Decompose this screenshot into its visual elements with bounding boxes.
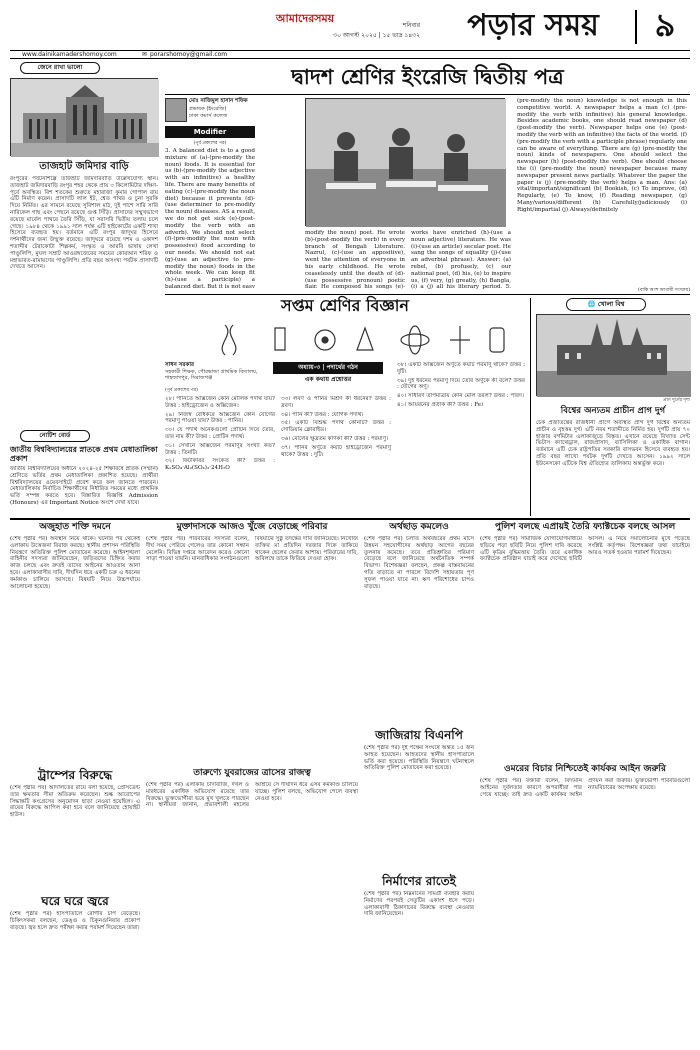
science-author-name: সাধন সরকার bbox=[165, 362, 195, 368]
news-body: (শেষ পৃষ্ঠার পর) চলতি অর্থবছরের প্রথম মাসে উন্নয়ন সহযোগীদের অর্থছাড় আগের বছরের তুলনায় কমেছে। তবে প্রতিশ্রুতির পরিমাণ বেড়েছে বলে জানিয়েছে অর্থনৈতিক সম্পর্ক বিভাগ। বিশেষজ্ঞরা বলছেন, প্রকল্প বাস্তবায়নের গতি বাড়াতে না পারলে বিদেশি সহায়তার পূর্ণ সুফল পাওয়া যাবে না। ঋণ পরিশোধের চাপও বাড়ছে। bbox=[364, 536, 474, 590]
science-world-divider bbox=[530, 298, 531, 516]
news-item bbox=[146, 768, 358, 1042]
science-qa-col-2 bbox=[281, 396, 391, 514]
news-title: পুলিশ বলছে এপ্রায়ই তৈরি ফ্যাক্টচেক বলছে আসল bbox=[494, 522, 676, 532]
world-body: চেক প্রজাতন্ত্রের রাজধানী প্রাগে অবস্থিত প্রাগ দুর্গ বিশ্বের অন্যতম প্রাচীন ও বৃহত্তম দুর্গ। এটি নবম শতাব্দীতে নির্মিত হয়। দুর্গটি প্রায় ৭০ হাজার বর্গমিটার এলাকাজুড়ে বিস্তৃত। এখানে রয়েছে বিখ্যাত সেন্ট ভিটাস ক্যাথেড্রাল, রাজপ্রাসাদ, ব্যাসিলিকা ও একাধিক বাগান। বর্তমানে এটি চেক রাষ্ট্রপতির সরকারি বাসভবন হিসেবে ব্যবহৃত হয়। প্রতি বছর লাখো পর্যটক দুর্গটি দেখতে আসেন। ১৯৯২ সালে ইউনেসকো এটিকে বিশ্ব ঐতিহ্যের তালিকায় অন্তর্ভুক্ত করে। bbox=[536, 420, 690, 467]
know-title: তাজহাট জমিদার বাড়ি bbox=[39, 161, 129, 172]
author-photo bbox=[165, 98, 187, 122]
english-prev-note: (পূর্ব প্রকাশের পর) bbox=[193, 141, 227, 146]
masthead-date: ৩০ আগস্ট ২০২৫ | ১৫ ভাদ্র ১৪৩২ bbox=[333, 32, 420, 39]
know-tag: জেনে রাখা ভালো bbox=[20, 62, 100, 74]
qa-item: ৩৩। লবণ ও পানির মিশ্রণ কী ধরনের? উত্তর : দ্রবণ। bbox=[281, 396, 391, 409]
science-section bbox=[165, 296, 525, 516]
masthead-divider bbox=[635, 10, 637, 44]
modifier-tag: Modifier bbox=[165, 126, 255, 138]
know-body: রংপুরের পর্যটনশিল্পে তাজহাট জমিদারবাড়ি উল্লেখযোগ্য স্থান। তাজহাট জমিদারবাড়ি রংপুর শহর থেকে প্রায় ৩ কিলোমিটার দক্ষিণ-পূর্বে অবস্থিত। বিশ শতকের শুরুতে মহারাজা কুমার গোপাল রায় এটি নির্মাণ করেন। প্রাসাদটি লাল ইট, শ্বেত পাথর ও চুনা সুরকি দিয়ে নির্মিত। এর সামনে রয়েছে সুবিশাল মাঠ, দুই পাশে সারি সারি নারিকেল গাছ এবং পেছনে রয়েছে গুপ্ত সিঁড়ি। প্রাসাদের সম্মুখভাগে রয়েছে মার্বেল পাথরে তৈরি সিঁড়ি, যা সরাসরি দ্বিতীয় তলায় চলে গেছে। ১৯৮৪ থেকে ১৯৯১ সাল পর্যন্ত এটি হাইকোর্টের একটি শাখা হিসেবে ব্যবহৃত হয়। বর্তমানে এটি রংপুর জাদুঘর হিসেবে দর্শনার্থীদের জন্য উন্মুক্ত রয়েছে। জাদুঘরে রয়েছে দশম ও একাদশ শতাব্দীর টেরাকোটা শিল্পকর্ম, সংস্কৃত ও আরবি ভাষায় লেখা পাণ্ডুলিপি, মুঘল সম্রাট আওরঙ্গজেবের সময়ের কোরআন শরিফ ও মহাভারত-রামায়ণের পাণ্ডুলিপি। প্রতি বছর অসংখ্য পর্যটক প্রাসাদটি দেখতে আসেন। bbox=[10, 176, 158, 271]
news-item bbox=[146, 522, 358, 762]
world-title: বিশ্বের অন্যতম প্রাচীন প্রাগ দুর্গ bbox=[560, 406, 666, 416]
author-role: প্রভাষক (ইংরেজি) bbox=[189, 106, 227, 112]
section-rule-top bbox=[165, 294, 690, 295]
news-title: মুক্তাদাসকে আজও খুঁজে বেড়াচ্ছে পরিবার bbox=[176, 522, 328, 532]
qa-item: ২৯। নিজস্ব বোধকরে অক্সিজেন কোন যৌগের পরমাণু পাওয়া যায়? উত্তর : পানির। bbox=[165, 411, 275, 425]
section-title: পড়ার সময় bbox=[467, 8, 599, 43]
prague-castle-photo bbox=[536, 314, 690, 396]
news-item bbox=[10, 894, 140, 1042]
notice-box bbox=[10, 430, 158, 515]
know-box bbox=[10, 62, 158, 427]
notice-tag: নোটিশ বোর্ড bbox=[20, 430, 90, 442]
page-number: ৯ bbox=[654, 6, 676, 44]
qa-item: ৩৫। একটি বিশুদ্ধ পদার্থ কোনটি? উত্তর : সোডিয়াম ক্লোরাইড। bbox=[281, 420, 391, 434]
news-body: (শেষ পৃষ্ঠার পর) বক্তারা বলেন, বিদ্যমান আইনের দুর্বলতার কারণে অপরাধীরা পার পেয়ে যাচ্ছে। তাই দ্রুত একটি কার্যকর আইন প্রণয়ন করা জরুরি। ভুক্তভোগী পরিবারগুলো ন্যায়বিচারের অপেক্ষায় রয়েছে। bbox=[480, 778, 690, 798]
notice-title: জাতীয় বিশ্ববিদ্যালয়ের স্নাতকে প্রথম মেধাতালিকা প্রকাশ bbox=[10, 445, 158, 464]
website-link[interactable]: www.dainikamadershomoy.com bbox=[22, 51, 117, 58]
notice-body: জাতীয় বিশ্ববিদ্যালয়ের অধীনে ২০২৪-২৫ শিক্ষাবর্ষে স্নাতক (সম্মান) শ্রেণিতে ভর্তির প্রথম মেধাতালিকা প্রকাশিত হয়েছে। প্রার্থীরা বিশ্ববিদ্যালয়ের ওয়েবসাইটে প্রবেশ করে ফল জানতে পারবেন। মেধাতালিকায় নির্বাচিত শিক্ষার্থীদের নির্ধারিত সময়ের মধ্যে প্রাথমিক ভর্তি সম্পন্ন করতে হবে। বিস্তারিত বিজ্ঞপ্তি Admission (Honours) এর Important Notice অংশে দেখা যাবে। bbox=[10, 466, 158, 506]
science-qa-col-1 bbox=[165, 396, 275, 514]
world-tag-label: খোলা বিশ্ব bbox=[597, 300, 625, 308]
world-photo-caption: প্রাগ দুর্গের দৃশ্য bbox=[663, 398, 690, 403]
english-col-3: works have enriched (h)-(use a noun adjective) literature. He was (i)-(use an article) secular poet. He sang the songs of equality (j)-(use an adverbial phrase). Answer: (a) rebel, (b) profusely, (c) our national poet, (d) his, (e) to inspire us, (f) very, (g) greatly, (h) Bangla, (i) a (j) all his literary period. 5. bbox=[411, 230, 511, 290]
news-area bbox=[10, 522, 690, 1042]
news-item bbox=[10, 522, 140, 762]
news-item bbox=[364, 522, 474, 722]
masthead bbox=[10, 6, 690, 50]
science-chapter bbox=[273, 362, 383, 374]
qa-item: ৩৮। একটি অক্সিজেন অণুতে কয়টি পরমাণু থাকে? উত্তর : দুটি। bbox=[397, 362, 525, 375]
science-illustration bbox=[205, 320, 515, 360]
english-col-2: modify the noun) poet. He wrote (b)-(post-modify the verb) in every branch of Bengali Literature. Nazrul, (c)-(use an appositive), went the attention of everyone in his early childhood. He wrote ceaselessly until the death of (d)-(use possessive pronoun) poetic flair. He composed his songs (e)- bbox=[305, 230, 405, 290]
email-link[interactable]: porarshomoy@gmail.com bbox=[150, 51, 228, 58]
qa-item: ৩১। সেখানে অক্সিজেন পরমাণুর সংখ্যা কত? উত্তর : তিনটি। bbox=[165, 442, 275, 456]
author-name: মোঃ নাজিমুল হাসান শফিক bbox=[189, 98, 248, 104]
qa-item: ৩৭। পানির অণুতে কয়টি হাইড্রোজেন পরমাণু থাকে? উত্তর : দুটি। bbox=[281, 444, 391, 458]
science-author-role: সহকারী শিক্ষক, পৌরভান্ডা প্রাথমিক বিদ্যালয়, শাহজাদপুর, সিরাজগঞ্জ bbox=[165, 369, 258, 382]
chapter-separator: | bbox=[322, 364, 327, 371]
qa-item: ৩০। যে পদার্থ অনেকগুলো প্রোটিন দিয়ে তৈরি, তার নাম কী? উত্তর : প্রোটিন পদার্থ। bbox=[165, 427, 275, 440]
news-item bbox=[10, 768, 140, 888]
news-body: (শেষ পৃষ্ঠার পর) সামাজিক যোগাযোগমাধ্যমে ছড়িয়ে পড়া ছবিটি নিয়ে পুলিশ দাবি করেছে এটি কৃত্রিম বুদ্ধিমত্তায় তৈরি। তবে একাধিক ফ্যাক্টচেক প্রতিষ্ঠান যাচাই করে দেখেছে ছবিটি আসল। এ নিয়ে সমালোচনার মুখে পড়েছে সংশ্লিষ্ট কর্তৃপক্ষ। বিশেষজ্ঞরা তথ্য যাচাইয়ে আরও সতর্ক হওয়ার পরামর্শ দিয়েছেন। bbox=[480, 536, 690, 563]
english-section bbox=[165, 62, 690, 292]
zamindar-palace-photo bbox=[10, 78, 158, 156]
science-sub: এক কথায় প্রশ্নোত্তর bbox=[304, 376, 352, 383]
paper-logo: আমাদেরসময় bbox=[275, 12, 335, 25]
world-tag bbox=[566, 298, 646, 311]
world-section bbox=[536, 298, 690, 516]
english-title-rule bbox=[165, 94, 690, 95]
chapter-title: পদার্থের গঠন bbox=[326, 364, 358, 371]
english-col-4: (pre-modify the noun) knowledge is not enough in this competitive world. A newspaper helps a man (c) (pre-modify the verb with infinitive) his general knowledge. Besides academic books, one should read newspaper (d) (post-modify the verb). Newspaper helps one (e) (post-modify the verb with an infinitive) the facts of the world. (f) (pre-modify the verb with a participle phrase) regularly one can be aware of everything. There are (g) (pre-modify the noun) kinds of newspapers. One should select the newspaper (h) (post-modify the verb). One should choose the (i) (pre-modify the noun) newspaper because many newspaper present news partially. Whatever the paper the paper is (j) (pre-modify the verb) helps a man. Ans: (a) vital/important/significant (b) Bookish, (c) To improve, (d) Regularly, (e) To know, (f) Reading newspaper, (g) Many/various/different (h) Carefully/judiciously (i) Right/impartial (j) Always/definitely bbox=[517, 98, 687, 213]
author-institution: ঢাকা কমার্স কলেজ bbox=[189, 113, 228, 119]
news-body: (শেষ পৃষ্ঠার পর) দুই পক্ষের সংঘর্ষে অন্তত ১৫ জন আহত হয়েছেন। আহতদের স্থানীয় হাসপাতালে ভর্তি করা হয়েছে। পরিস্থিতি নিয়ন্ত্রণে ঘটনাস্থলে অতিরিক্ত পুলিশ মোতায়েন করা হয়েছে। bbox=[364, 745, 474, 772]
qa-item: ৪০। সাধারণ তাপমাত্রায় কোন মৌল তরল? উত্তর : পারদ। bbox=[397, 393, 524, 400]
news-title: অর্থছাড় কমলেও bbox=[389, 522, 449, 532]
news-item bbox=[364, 874, 474, 1042]
science-qa-col-3 bbox=[397, 362, 525, 514]
news-body: (শেষ পৃষ্ঠার পর) নিম্নমানের সামগ্রী ব্যবহার করায় নির্মাণের পরপরই সেতুটির একাংশ ধসে পড়ে। এলাকাবাসী ঠিকাদারের বিরুদ্ধে ব্যবস্থা নেওয়ার দাবি জানিয়েছেন। bbox=[364, 891, 474, 918]
news-item bbox=[480, 764, 690, 1042]
globe-icon: 🌐 bbox=[587, 300, 596, 308]
envelope-icon: ✉ bbox=[142, 51, 148, 58]
news-body: (শেষ পৃষ্ঠার পর) পরিবারের সদস্যরা বলেন, দীর্ঘ সময় পেরিয়ে গেলেও তার কোনো সন্ধান মেলেনি। বিভিন্ন দপ্তরে আবেদন করেও কোনো সাড়া পাওয়া যায়নি। মানবাধিকার সংগঠনগুলো বিষয়টির সুষ্ঠু তদন্তের দাবি জানিয়েছে। নিখোঁজ ব্যক্তির মা প্রতিদিন দরজার দিকে তাকিয়ে থাকেন ছেলের ফেরার আশায়। পরিবারের দাবি, অবিলম্বে তাকে ফিরিয়ে দেওয়া হোক। bbox=[146, 536, 358, 563]
news-title: নির্মাণের রাতেই bbox=[382, 874, 456, 888]
english-col-1: 3. A balanced diet is to a good mixture of (a)-(pre-modify the noun) foods. It is essential for us (b)-(pre-modify the adjective with an infinitive) a healthy life. There are many benefits of eating (c)-(pre-modify the noun diet) because it prevents (d)-(use determiner to pre-modify the noun) diseases. AS a result, we do not get sick (e)-(post-modify the verb with an adverb). We should not select (f)-(pre-modify the noun with possessive) food according to our needs. We should not eat (g)-(use an adjective to pre-modify the noun) foods in the whole week. We can keep fit (h)-(use a participle) a balanced diet. But it is not easy bbox=[165, 148, 255, 288]
english-title: দ্বাদশ শ্রেণির ইংরেজি দ্বিতীয় পত্র bbox=[291, 65, 564, 89]
news-body: (শেষ পৃষ্ঠার পর) আদালতের রায়ে বলা হয়েছে, প্রেসিডেন্ট তার ক্ষমতার সীমা অতিক্রম করেছেন। শুল্ক আরোপের সিদ্ধান্তটি কংগ্রেসের অনুমোদন ছাড়া নেওয়া হয়েছিল। এ রায়ের বিরুদ্ধে আপিল করা হবে বলে জানিয়েছে হোয়াইট হাউস। bbox=[10, 785, 140, 819]
chapter-number: অধ্যায়-৩ bbox=[298, 364, 321, 371]
news-title: ওমরের বিচার নিশ্চিতেই কার্যকর আইন জরুরি bbox=[504, 764, 666, 774]
news-item bbox=[480, 522, 690, 758]
english-continued: (বাকি অংশ আগামী সংখ্যায়) bbox=[637, 288, 690, 293]
section-rule-bottom bbox=[10, 518, 690, 520]
news-body: (শেষ পৃষ্ঠার পর) অবস্থান নিয়ে থাকে। ঘটনার পর থেকেই এলাকায় উত্তেজনা বিরাজ করছে। স্থানীয় প্রশাসন পরিস্থিতি নিয়ন্ত্রণে অতিরিক্ত পুলিশ মোতায়েন করেছে। আইনশৃঙ্খলা বাহিনীর সদস্যরা জানিয়েছেন, জড়িতদের চিহ্নিত করার কাজ চলছে এবং দ্রুতই তাদের আইনের আওতায় আনা হবে। এলাকাবাসীর দাবি, দীর্ঘদিন ধরে একটি চক্র এ ধরনের কর্মকাণ্ড চালিয়ে আসছে। বিষয়টি নিয়ে উচ্চপর্যায়ে আলোচনা হয়েছে। bbox=[10, 536, 140, 590]
news-title: জাজিরায় বিএনপি bbox=[375, 728, 463, 742]
qa-item: ৩৯। দুই ধরনের পরমাণু দিয়ে তৈরি অণুকে কী বলে? উত্তর : যৌগের অণু। bbox=[397, 377, 525, 391]
science-title: সপ্তম শ্রেণির বিজ্ঞান bbox=[281, 296, 409, 315]
qa-item: ৩৬। মৌলের ক্ষুদ্রতম কণিকা কী? উত্তর : পরমাণু। bbox=[281, 435, 388, 442]
masthead-day: শনিবার bbox=[402, 22, 420, 29]
news-title: অজুহাত শক্তি দমনে bbox=[39, 522, 111, 532]
qa-item: ৪১। আয়রনের প্রতীক কী? উত্তর : Fe। bbox=[397, 401, 484, 408]
qa-item: ২৮। পানিতে অক্সিজেন কোন মৌলিক পদার্থ যায়? উত্তর : হাইড্রোজেন ও অক্সিজেন। bbox=[165, 396, 275, 409]
news-body: (শেষ পৃষ্ঠার পর) এলাকায় চাঁদাবাজি, দখল ও মারধরের একাধিক অভিযোগ রয়েছে তার বিরুদ্ধে। ভুক্তভোগীরা ভয়ে মুখ খুলতে পারছেন না। স্থানীয়রা জানান, প্রভাবশালী মহলের আশ্রয়ে সে দীর্ঘদিন ধরে এসব কর্মকাণ্ড চালিয়ে যাচ্ছে। পুলিশ বলছে, অভিযোগ পেলে ব্যবস্থা নেওয়া হবে। bbox=[146, 782, 358, 809]
science-prev-note: (পূর্ব প্রকাশের পর) bbox=[165, 388, 198, 393]
news-title: তারুণ্যে যুবরাজের ত্রাসের রাজত্ব bbox=[193, 768, 311, 778]
news-title: ট্রাম্পের বিরুদ্ধে bbox=[37, 768, 113, 782]
news-item bbox=[364, 728, 474, 868]
classroom-photo bbox=[305, 98, 505, 226]
qa-item: ৩৪। পানি কী? উত্তর : যৌগিক পদার্থ। bbox=[281, 411, 364, 418]
masthead-bar bbox=[10, 50, 690, 59]
news-body: (শেষ পৃষ্ঠার পর) হাসপাতালে রোগীর চাপ বেড়েছে। চিকিৎসকরা বলছেন, ডেঙ্গু ও চিকুনগুনিয়ার প্রকোপ বাড়ছে। জ্বর হলে দ্রুত পরীক্ষা করার পরামর্শ দিয়েছেন তারা। bbox=[10, 911, 140, 931]
news-title: ঘরে ঘরে জ্বরে bbox=[41, 894, 109, 908]
qa-item: ৩২। ফিটকিরির সংকেত কী? উত্তর : K₂SO₄·Al₂(SO₄)₃·24H₂O bbox=[165, 458, 275, 472]
